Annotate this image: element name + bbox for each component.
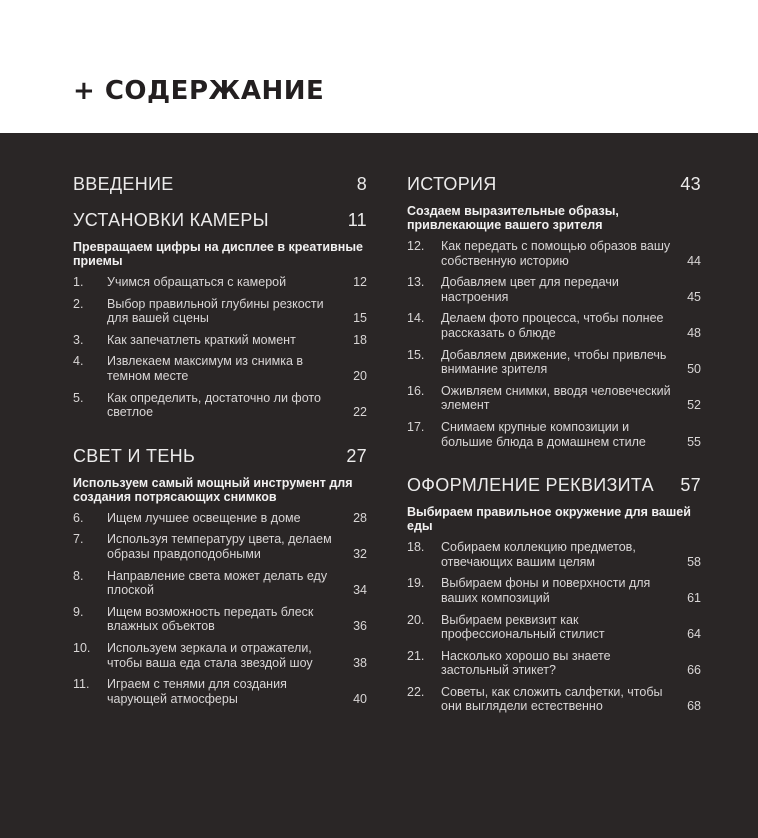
section-page-number: 43 (680, 174, 701, 194)
entry-number: 16. (407, 383, 425, 398)
entry-title: Выбираем фоны и поверхности для ваших композиций (441, 576, 651, 605)
entry-title: Как передать с помощью образов вашу собственную историю (441, 239, 671, 268)
entry-number: 22. (407, 684, 425, 699)
entry-page-number: 28 (353, 510, 367, 525)
toc-entry[interactable] (407, 275, 701, 304)
toc-entry[interactable] (407, 613, 701, 642)
section-subtitle: Выбираем правильное окружение для вашей еды (407, 505, 691, 534)
entry-page-number: 36 (353, 619, 367, 634)
entry-title: Снимаем крупные композиции и большие блюда в домашнем стиле (441, 419, 646, 449)
entry-title: Насколько хорошо вы знаете застольный этикет? (441, 648, 611, 678)
entry-number: 6. (73, 510, 84, 525)
entry-page-number: 48 (687, 325, 701, 340)
toc-entry[interactable] (73, 569, 367, 598)
entry-number: 14. (407, 311, 425, 326)
toc-entry[interactable] (73, 275, 367, 290)
entry-page-number: 55 (687, 434, 701, 449)
toc-entry[interactable] (73, 297, 367, 326)
toc-right-column (407, 173, 701, 714)
entry-number: 17. (407, 419, 425, 434)
toc-entry[interactable] (73, 511, 367, 526)
toc-entry[interactable] (73, 391, 367, 420)
toc-entry[interactable] (407, 685, 701, 714)
entry-number: 7. (73, 532, 84, 547)
entry-number: 10. (73, 640, 91, 655)
section-title: УСТАНОВКИ КАМЕРЫ (73, 210, 269, 230)
toc-entry[interactable] (73, 532, 367, 561)
entry-title: Направление света может делать еду плоской (107, 568, 328, 598)
entry-number: 8. (73, 568, 84, 583)
section-title: ВВЕДЕНИЕ (73, 174, 174, 194)
section-subtitle: Используем самый мощный инструмент для создания потрясающих снимков (73, 475, 353, 504)
section-page-number: 8 (356, 174, 367, 194)
entry-number: 13. (407, 275, 425, 290)
toc-entry[interactable] (73, 354, 367, 383)
section-subtitle: Создаем выразительные образы, привлекающие вашего зрителя (407, 204, 619, 232)
entry-title: Используя температуру цвета, делаем образы правдоподобными (107, 532, 332, 561)
toc-entry[interactable] (407, 348, 701, 377)
entry-page-number: 15 (353, 311, 367, 326)
entry-number: 1. (73, 275, 84, 289)
section-page-number: 27 (346, 445, 367, 466)
entry-number: 2. (73, 296, 84, 311)
entry-number: 15. (407, 347, 425, 362)
toc-entry[interactable] (407, 239, 701, 268)
entry-title: Выбираем реквизит как профессиональный стилист (441, 612, 605, 642)
entry-title: Добавляем движение, чтобы привлечь внимание зрителя (441, 347, 667, 377)
toc-panel (0, 133, 758, 838)
section-heading[interactable] (407, 474, 701, 496)
toc-entry[interactable] (407, 576, 701, 605)
entry-page-number: 20 (353, 368, 367, 383)
toc-entry[interactable] (407, 540, 701, 569)
entry-page-number: 12 (353, 275, 367, 289)
entry-title: Как запечатлеть краткий момент (107, 332, 296, 347)
entry-page-number: 64 (687, 627, 701, 642)
section-page-number: 57 (680, 475, 701, 496)
entry-title: Выбор правильной глубины резкости для вашей сцены (107, 296, 324, 326)
entry-number: 19. (407, 576, 425, 591)
entry-title: Ищем возможность передать блеск влажных объектов (107, 604, 314, 634)
section-heading[interactable] (73, 445, 367, 467)
entry-page-number: 34 (353, 583, 367, 598)
entry-title: Советы, как сложить салфетки, чтобы они выглядели естественно (441, 684, 663, 714)
section-title: ОФОРМЛЕНИЕ РЕКВИЗИТА (407, 475, 654, 496)
header (0, 0, 758, 133)
entry-number: 11. (73, 677, 90, 692)
page-title: + СОДЕРЖАНИЕ (73, 76, 325, 106)
entry-page-number: 44 (687, 253, 701, 268)
toc-entry[interactable] (73, 605, 367, 634)
toc-entry[interactable] (407, 420, 701, 449)
entry-number: 5. (73, 390, 84, 405)
section-heading[interactable] (73, 209, 367, 231)
entry-page-number: 45 (687, 289, 701, 304)
entry-number: 3. (73, 332, 84, 347)
entry-title: Оживляем снимки, вводя человеческий элемент (441, 383, 671, 413)
toc-entry[interactable] (407, 384, 701, 413)
toc-left-column (73, 173, 367, 706)
entry-page-number: 50 (687, 362, 701, 377)
section-title: СВЕТ И ТЕНЬ (73, 445, 196, 466)
entry-page-number: 66 (687, 663, 701, 678)
entry-page-number: 58 (687, 554, 701, 569)
entry-page-number: 22 (353, 405, 367, 420)
entry-page-number: 68 (687, 699, 701, 714)
toc-entry[interactable] (73, 641, 367, 670)
entry-page-number: 32 (353, 546, 367, 561)
toc-entry[interactable] (73, 333, 367, 348)
entry-number: 21. (407, 648, 425, 663)
entry-title: Играем с тенями для создания чарующей атмосферы (107, 677, 287, 706)
entry-page-number: 18 (353, 332, 367, 347)
entry-page-number: 61 (687, 590, 701, 605)
entry-title: Учимся обращаться с камерой (107, 275, 287, 289)
entry-title: Добавляем цвет для передачи настроения (441, 275, 619, 304)
toc-entry[interactable] (407, 311, 701, 340)
entry-page-number: 52 (687, 398, 701, 413)
entry-title: Как определить, достаточно ли фото светлое (107, 390, 321, 420)
entry-number: 18. (407, 540, 425, 555)
entry-title: Извлекаем максимум из снимка в темном месте (107, 354, 304, 383)
entry-number: 12. (407, 239, 425, 253)
entry-number: 9. (73, 604, 84, 619)
entry-page-number: 38 (353, 655, 367, 670)
section-heading[interactable] (73, 173, 367, 195)
entry-title: Ищем лучшее освещение в доме (107, 510, 301, 525)
entry-title: Используем зеркала и отражатели, чтобы ваша еда стала звездой шоу (107, 640, 313, 670)
entry-title: Делаем фото процесса, чтобы полнее рассказать о блюде (441, 311, 664, 340)
entry-number: 4. (73, 354, 84, 369)
section-title: ИСТОРИЯ (407, 174, 497, 194)
entry-number: 20. (407, 612, 425, 627)
toc-entry[interactable] (407, 649, 701, 678)
section-heading[interactable] (407, 173, 701, 195)
section-page-number: 11 (347, 210, 367, 230)
section-subtitle: Превращаем цифры на дисплее в креативные приемы (73, 240, 363, 268)
entry-title: Собираем коллекцию предметов, отвечающих вашим целям (441, 540, 636, 569)
toc-entry[interactable] (73, 677, 367, 706)
entry-page-number: 40 (353, 691, 367, 706)
